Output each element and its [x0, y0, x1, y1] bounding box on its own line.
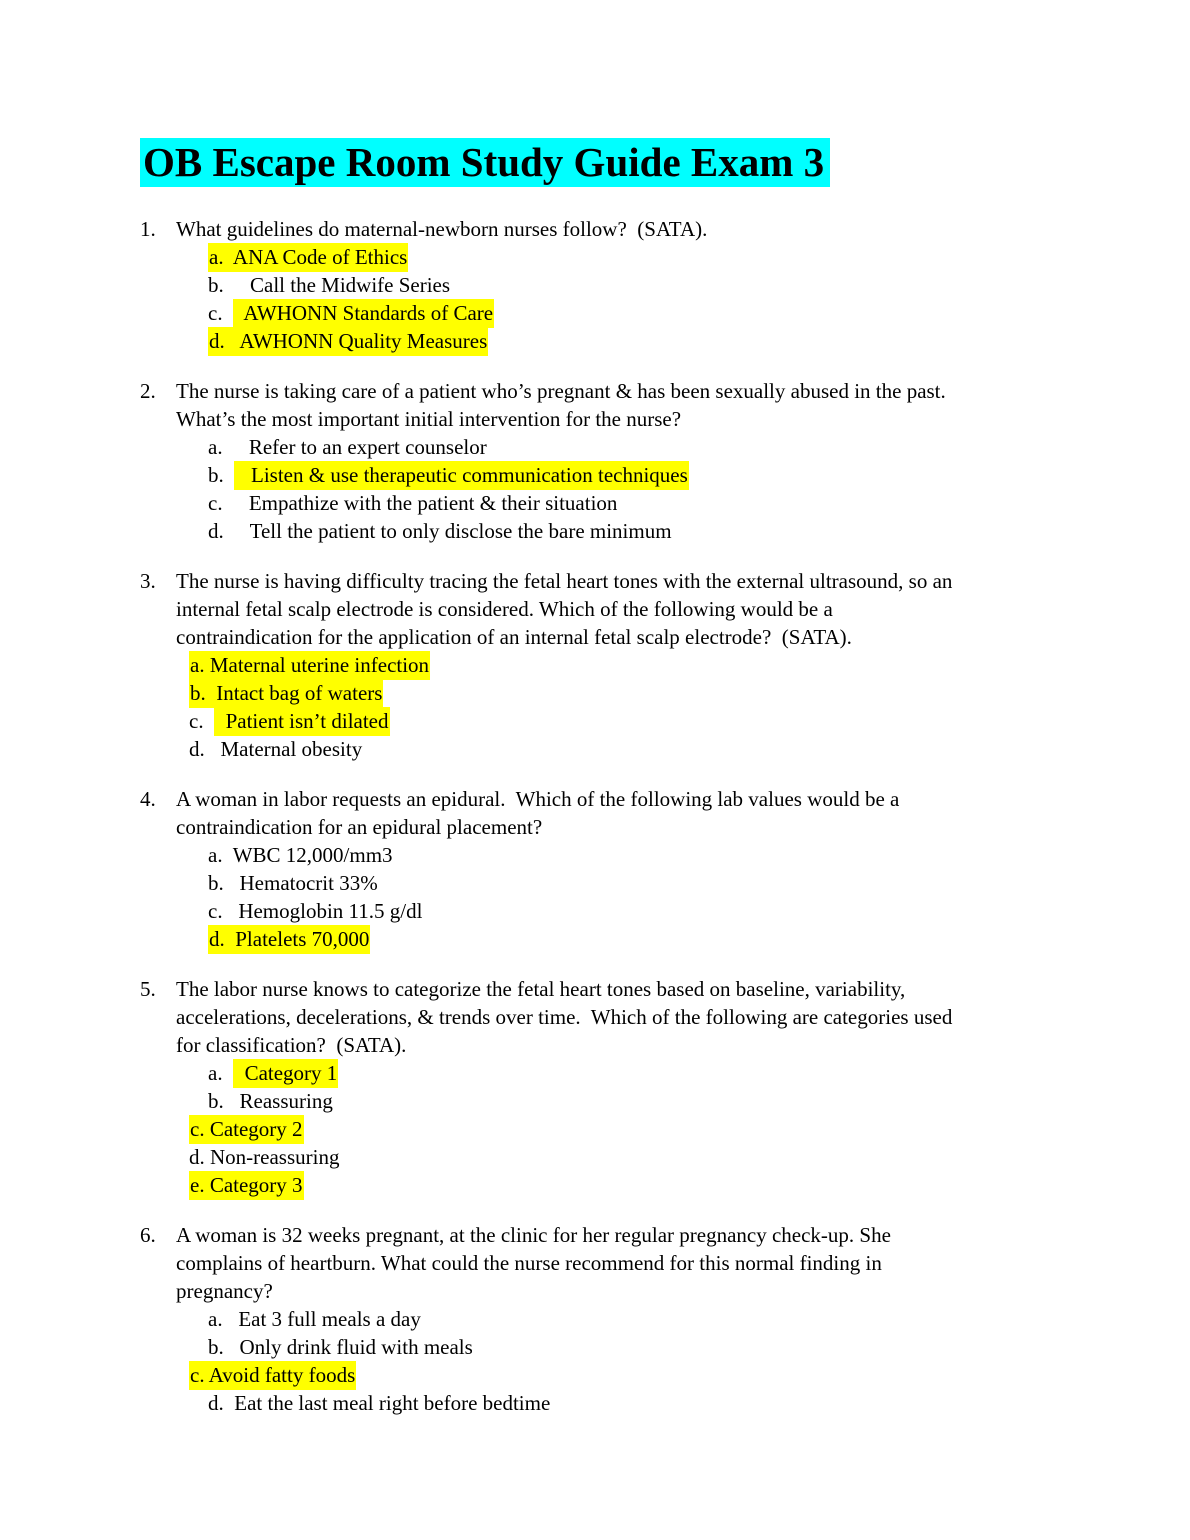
- answer-option-c: [189, 707, 1062, 735]
- answer-highlight: c. Avoid fatty foods: [189, 1361, 356, 1390]
- answer-option-d: d. Maternal obesity: [189, 737, 363, 761]
- question-text-line: The nurse is taking care of a patient who’s pregnant & has been sexually abused in the past.: [176, 379, 946, 403]
- option-label: a.: [208, 1061, 234, 1085]
- question-text-line: What’s the most important initial intervention for the nurse?: [176, 407, 682, 431]
- answer-option-a: a. WBC 12,000/mm3: [208, 843, 393, 867]
- question-text-line: for classification? (SATA).: [176, 1033, 407, 1057]
- answer-option-b: b. Hematocrit 33%: [208, 871, 378, 895]
- answer-highlight: b. Intact bag of waters: [189, 679, 383, 708]
- question-text-line: The labor nurse knows to categorize the fetal heart tones based on baseline, variability,: [176, 977, 906, 1001]
- question-text-line: complains of heartburn. What could the nurse recommend for this normal finding in: [176, 1251, 882, 1275]
- answer-option-a: a. Refer to an expert counselor: [208, 435, 487, 459]
- answer-option-d: [208, 327, 1062, 355]
- question-2: [140, 377, 1062, 545]
- question-4: [140, 785, 1062, 953]
- answer-highlight: d. Platelets 70,000: [208, 925, 370, 954]
- question-list: [140, 215, 1062, 1417]
- question-text-line: A woman is 32 weeks pregnant, at the clinic for her regular pregnancy check-up. She: [176, 1223, 891, 1247]
- answer-option-c: c. Hemoglobin 11.5 g/dl: [208, 899, 423, 923]
- answer-option-c: [189, 1361, 1062, 1389]
- answer-highlight: Patient isn’t dilated: [214, 707, 389, 736]
- answer-option-b: [208, 461, 1062, 489]
- question-number: 3.: [140, 569, 156, 593]
- answer-option-b: b. Only drink fluid with meals: [208, 1335, 473, 1359]
- answer-option-c: [189, 1115, 1062, 1143]
- question-text-line: contraindication for the application of an internal fetal scalp electrode? (SATA).: [176, 625, 852, 649]
- question-6: [140, 1221, 1062, 1417]
- question-text-line: internal fetal scalp electrode is considered. Which of the following would be a: [176, 597, 833, 621]
- question-number: 4.: [140, 787, 156, 811]
- option-label: c.: [208, 301, 234, 325]
- question-number: 5.: [140, 977, 156, 1001]
- option-label: b.: [208, 463, 235, 487]
- answer-highlight: a. ANA Code of Ethics: [208, 243, 408, 272]
- page-title: [140, 138, 1062, 186]
- question-3: [140, 567, 1062, 763]
- answer-option-d: d. Eat the last meal right before bedtime: [208, 1391, 551, 1415]
- question-text-line: The nurse is having difficulty tracing the fetal heart tones with the external ultrasound, so an: [176, 569, 953, 593]
- answer-highlight: e. Category 3: [189, 1171, 304, 1200]
- answer-option-a: a. Eat 3 full meals a day: [208, 1307, 421, 1331]
- answer-highlight: c. Category 2: [189, 1115, 304, 1144]
- answer-highlight: a. Maternal uterine infection: [189, 651, 430, 680]
- answer-option-c: [208, 299, 1062, 327]
- answer-option-a: [189, 651, 1062, 679]
- answer-option-d: d. Non-reassuring: [189, 1145, 340, 1169]
- question-number: 2.: [140, 379, 156, 403]
- question-text-line: A woman in labor requests an epidural. Which of the following lab values would be a: [176, 787, 900, 811]
- answer-highlight: Category 1: [233, 1059, 338, 1088]
- answer-highlight: AWHONN Standards of Care: [233, 299, 494, 328]
- answer-option-a: [208, 1059, 1062, 1087]
- answer-option-b: b. Call the Midwife Series: [208, 273, 451, 297]
- answer-option-b: [189, 679, 1062, 707]
- answer-option-e: [189, 1171, 1062, 1199]
- question-text-line: What guidelines do maternal-newborn nurses follow? (SATA).: [176, 217, 708, 241]
- answer-option-d: d. Tell the patient to only disclose the bare minimum: [208, 519, 672, 543]
- answer-option-b: b. Reassuring: [208, 1089, 333, 1113]
- question-5: [140, 975, 1062, 1199]
- answer-option-c: c. Empathize with the patient & their situation: [208, 491, 618, 515]
- question-text-line: accelerations, decelerations, & trends over time. Which of the following are categories used: [176, 1005, 953, 1029]
- question-number: 6.: [140, 1223, 156, 1247]
- answer-option-d: [208, 925, 1062, 953]
- answer-highlight: d. AWHONN Quality Measures: [208, 327, 488, 356]
- answer-option-a: [208, 243, 1062, 271]
- title-highlight: OB Escape Room Study Guide Exam 3: [140, 138, 830, 187]
- question-text-line: pregnancy?: [176, 1279, 273, 1303]
- question-1: [140, 215, 1062, 355]
- question-number: 1.: [140, 217, 156, 241]
- answer-highlight: Listen & use therapeutic communication techniques: [234, 461, 689, 490]
- question-text-line: contraindication for an epidural placement?: [176, 815, 543, 839]
- option-label: c.: [189, 709, 215, 733]
